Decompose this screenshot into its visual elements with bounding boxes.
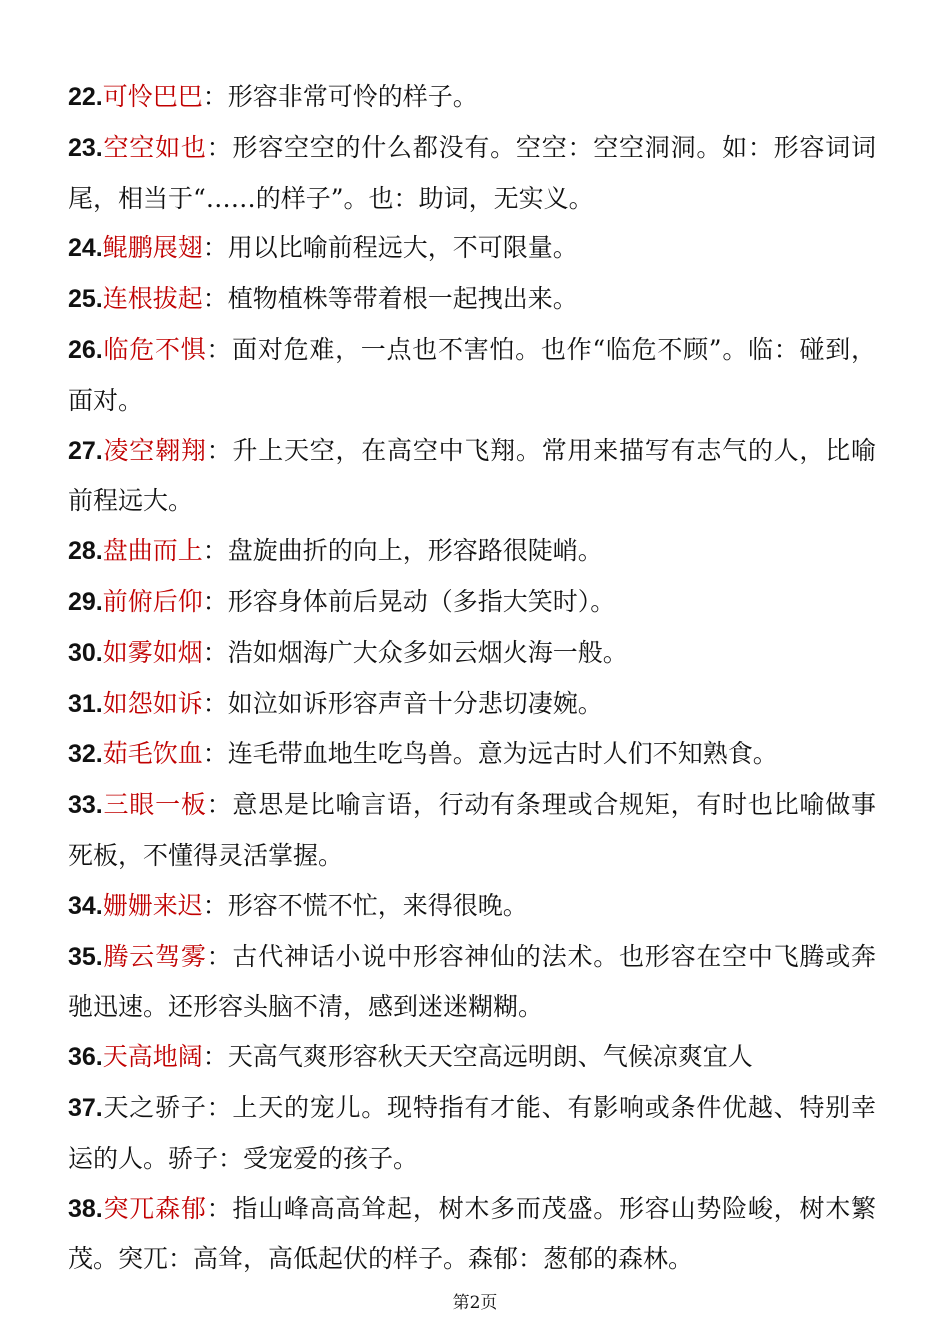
idiom-term: 三眼一板 [102, 790, 207, 820]
entry-number: 36. [68, 1043, 103, 1072]
entry-number: 24. [68, 234, 103, 263]
entry-number: 28. [68, 537, 103, 566]
entry-number: 27. [68, 436, 103, 465]
colon-separator: ： [206, 132, 233, 162]
idiom-entry [68, 1184, 876, 1285]
idiom-definition: 形容非常可怜的样子。 [227, 82, 478, 111]
idiom-entry [68, 577, 876, 628]
idiom-term: 天高地阔 [102, 1042, 203, 1072]
idiom-list [68, 72, 876, 1284]
entry-number: 22. [68, 83, 103, 111]
colon-separator: ： [202, 688, 228, 718]
entry-number: 33. [68, 791, 103, 820]
colon-separator: ： [206, 435, 233, 465]
entry-number: 30. [68, 638, 103, 667]
entry-number: 37. [68, 1093, 103, 1122]
idiom-entry [68, 426, 876, 527]
page-number: 第2页 [452, 1293, 498, 1313]
idiom-entry [68, 729, 876, 780]
idiom-term: 连根拔起 [102, 284, 203, 314]
idiom-definition: 用以比喻前程远大，不可限量。 [227, 233, 578, 263]
entry-number: 25. [68, 285, 103, 314]
idiom-term: 如雾如烟 [102, 637, 203, 667]
colon-separator: ： [202, 739, 228, 769]
idiom-entry [68, 628, 876, 679]
idiom-definition: 如泣如诉形容声音十分悲切凄婉。 [227, 688, 603, 718]
idiom-term: 鲲鹏展翅 [102, 233, 203, 263]
colon-separator: ： [206, 334, 233, 364]
colon-separator: ： [202, 284, 228, 314]
idiom-term: 盘曲而上 [102, 536, 203, 566]
colon-separator: ： [202, 890, 228, 920]
colon-separator: ： [202, 82, 228, 111]
entry-number: 29. [68, 587, 103, 616]
idiom-definition: 升上天空，在高空中飞翔。常用来描写有志气的人，比喻前程远大。 [68, 435, 876, 516]
entry-number: 38. [68, 1194, 103, 1223]
idiom-term: 突兀森郁 [102, 1193, 207, 1223]
colon-separator: ： [202, 233, 228, 263]
entry-number: 35. [68, 942, 103, 971]
idiom-definition: 形容空空的什么都没有。空空：空空洞洞。如：形容词词尾，相当于“……的样子”。也：助词，无实义。 [68, 132, 876, 213]
idiom-definition: 盘旋曲折的向上，形容路很陡峭。 [227, 536, 603, 566]
colon-separator: ： [202, 637, 228, 667]
idiom-term: 姗姗来迟 [102, 890, 203, 920]
entry-number: 31. [68, 689, 103, 718]
idiom-entry [68, 274, 876, 325]
idiom-entry [68, 1083, 876, 1184]
colon-separator: ： [206, 1092, 233, 1122]
idiom-term: 如怨如诉 [102, 688, 203, 718]
idiom-definition: 形容不慌不忙，来得很晚。 [227, 890, 528, 920]
idiom-entry [68, 325, 876, 426]
idiom-term: 茹毛饮血 [102, 739, 203, 769]
idiom-term: 临危不惧 [102, 334, 207, 364]
idiom-definition: 意思是比喻言语，行动有条理或合规矩，有时也比喻做事死板，不懂得灵活掌握。 [68, 790, 876, 870]
idiom-term: 空空如也 [102, 132, 207, 162]
idiom-term: 腾云驾雾 [102, 941, 207, 971]
idiom-term: 前俯后仰 [102, 586, 203, 616]
idiom-definition: 古代神话小说中形容神仙的法术。也形容在空中飞腾或奔驰迅速。还形容头脑不清，感到迷迷糊糊。 [68, 941, 876, 1022]
colon-separator: ： [202, 586, 228, 616]
idiom-entry [68, 223, 876, 274]
idiom-term: 天之骄子 [102, 1092, 207, 1122]
idiom-entry [68, 932, 876, 1033]
idiom-term: 凌空翱翔 [102, 435, 207, 465]
idiom-definition: 浩如烟海广大众多如云烟火海一般。 [227, 637, 628, 667]
idiom-definition: 形容身体前后晃动（多指大笑时）。 [227, 586, 616, 616]
idiom-entry [68, 1032, 876, 1083]
colon-separator: ： [202, 1042, 228, 1072]
idiom-entry [68, 780, 876, 881]
idiom-definition: 面对危难，一点也不害怕。也作“临危不顾”。临：碰到，面对。 [68, 334, 876, 415]
idiom-definition: 天高气爽形容秋天天空高远明朗、气候凉爽宜人 [227, 1042, 753, 1072]
idiom-entry [68, 881, 876, 932]
entry-number: 34. [68, 891, 103, 920]
colon-separator: ： [206, 790, 233, 820]
idiom-definition: 植物植株等带着根一起拽出来。 [227, 284, 578, 314]
entry-number: 32. [68, 740, 103, 769]
entry-number: 26. [68, 335, 103, 364]
idiom-definition: 上天的宠儿。现特指有才能、有影响或条件优越、特别幸运的人。骄子：受宠爱的孩子。 [68, 1092, 876, 1173]
idiom-entry [68, 679, 876, 730]
idiom-entry [68, 526, 876, 577]
entry-number: 23. [68, 133, 103, 162]
idiom-term: 可怜巴巴 [102, 82, 203, 111]
colon-separator: ： [206, 941, 233, 971]
idiom-definition: 指山峰高高耸起，树木多而茂盛。形容山势险峻，树木繁茂。突兀：高耸，高低起伏的样子。森郁：葱郁的森林。 [68, 1193, 876, 1274]
idiom-definition: 连毛带血地生吃鸟兽。意为远古时人们不知熟食。 [227, 739, 778, 769]
idiom-entry [68, 123, 876, 224]
colon-separator: ： [202, 536, 228, 566]
colon-separator: ： [206, 1193, 233, 1223]
idiom-entry [68, 72, 876, 123]
